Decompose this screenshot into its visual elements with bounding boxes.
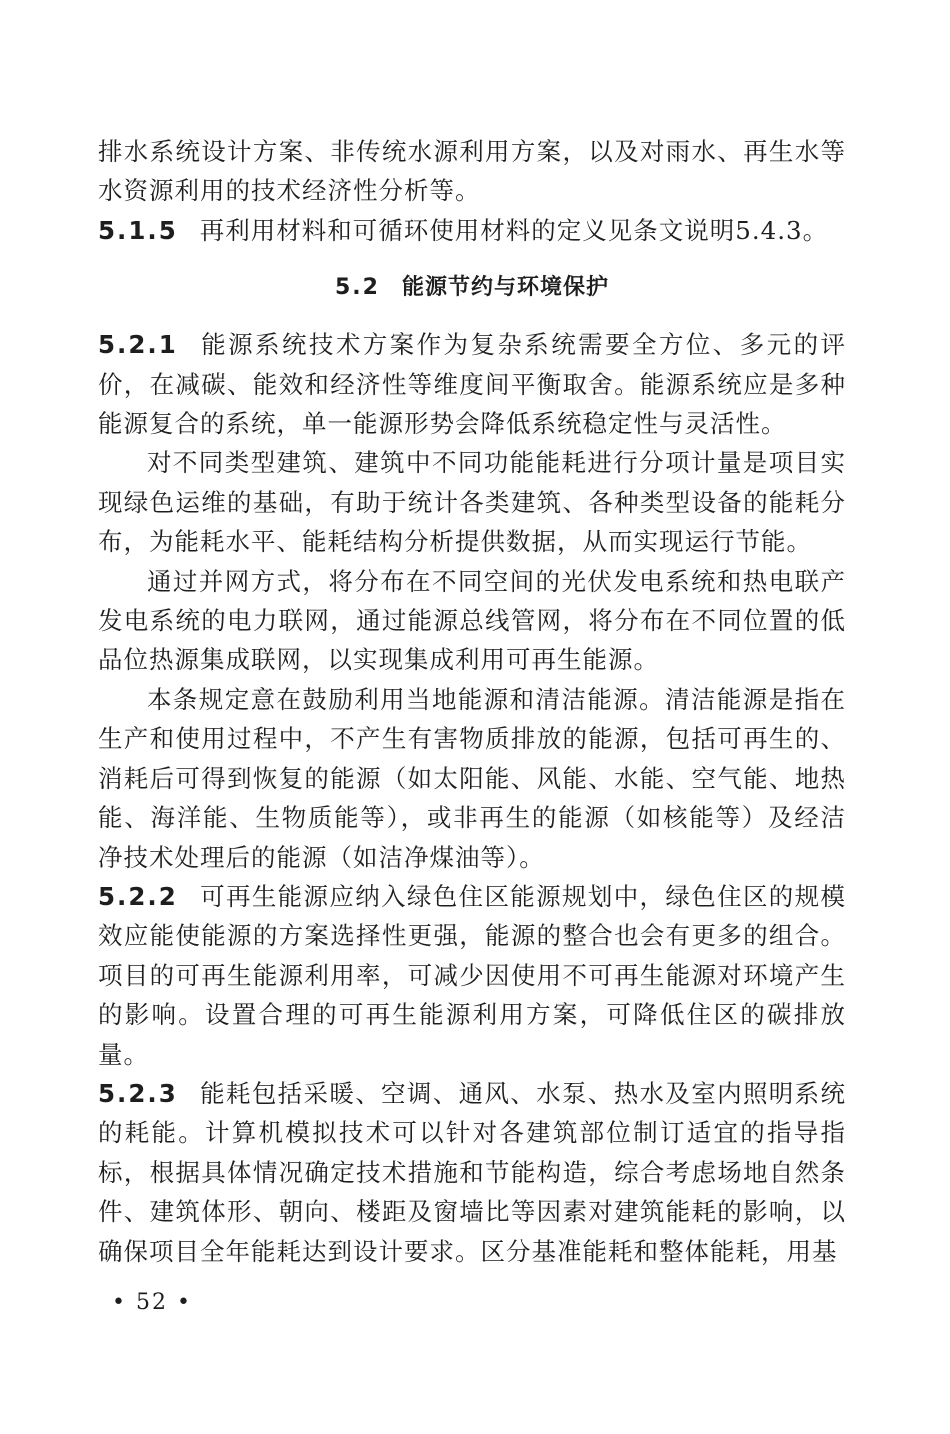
section-heading [98, 270, 846, 301]
page-number: • 52 • [112, 1290, 192, 1315]
paragraph-clean-energy: 本条规定意在鼓励利用当地能源和清洁能源。清洁能源是指在生产和使用过程中，不产生有害物质排放的能源，包括可再生的、消耗后可得到恢复的能源（如太阳能、风能、水能、空气能、地热能、海洋能、生物质能等），或非再生的能源（如核能等）及经洁净技术处理后的能源（如洁净煤油等）。 [98, 684, 846, 872]
section-number: 5.2 [335, 275, 380, 301]
page-body [98, 132, 846, 1271]
clause-text: 能源系统技术方案作为复杂系统需要全方位、多元的评价，在减碳、能效和经济性等维度间平衡取舍。能源系统应是多种能源复合的系统，单一能源形势会降低系统稳定性与灵活性。 [98, 330, 846, 439]
clause-text: 再利用材料和可循环使用材料的定义见条文说明5.4.3。 [199, 215, 829, 245]
paragraph-metering: 对不同类型建筑、建筑中不同功能能耗进行分项计量是项目实现绿色运维的基础，有助于统计各类建筑、各种类型设备的能耗分布，为能耗水平、能耗结构分析提供数据，从而实现运行节能。 [98, 448, 846, 557]
clause-number: 5.2.2 [98, 881, 178, 911]
clause-number: 5.1.5 [98, 215, 178, 245]
section-title: 能源节约与环境保护 [401, 275, 609, 301]
paragraph-continuation: 排水系统设计方案、非传统水源利用方案，以及对雨水、再生水等水资源利用的技术经济性分析等。 [98, 137, 846, 206]
clause-5-2-2 [98, 877, 846, 1074]
clause-5-2-1 [98, 325, 846, 443]
clause-5-2-3 [98, 1074, 846, 1271]
clause-5-1-5 [98, 211, 846, 250]
clause-text: 可再生能源应纳入绿色住区能源规划中，绿色住区的规模效应能使能源的方案选择性更强，能源的整合也会有更多的组合。项目的可再生能源利用率，可减少因使用不可再生能源对环境产生的影响。设置合理的可再生能源利用方案，可降低住区的碳排放量。 [98, 881, 846, 1069]
clause-number: 5.2.3 [98, 1078, 178, 1108]
clause-number: 5.2.1 [98, 330, 178, 360]
paragraph-grid-connection: 通过并网方式，将分布在不同空间的光伏发电系统和热电联产发电系统的电力联网，通过能源总线管网，将分布在不同位置的低品位热源集成联网，以实现集成利用可再生能源。 [98, 566, 846, 675]
clause-text: 能耗包括采暖、空调、通风、水泵、热水及室内照明系统的耗能。计算机模拟技术可以针对各建筑部位制订适宜的指导指标，根据具体情况确定技术措施和节能构造，综合考虑场地自然条件、建筑体形、朝向、楼距及窗墙比等因素对建筑能耗的影响，以确保项目全年能耗达到设计要求。区分基准能耗和整体能耗，用基 [98, 1078, 846, 1266]
